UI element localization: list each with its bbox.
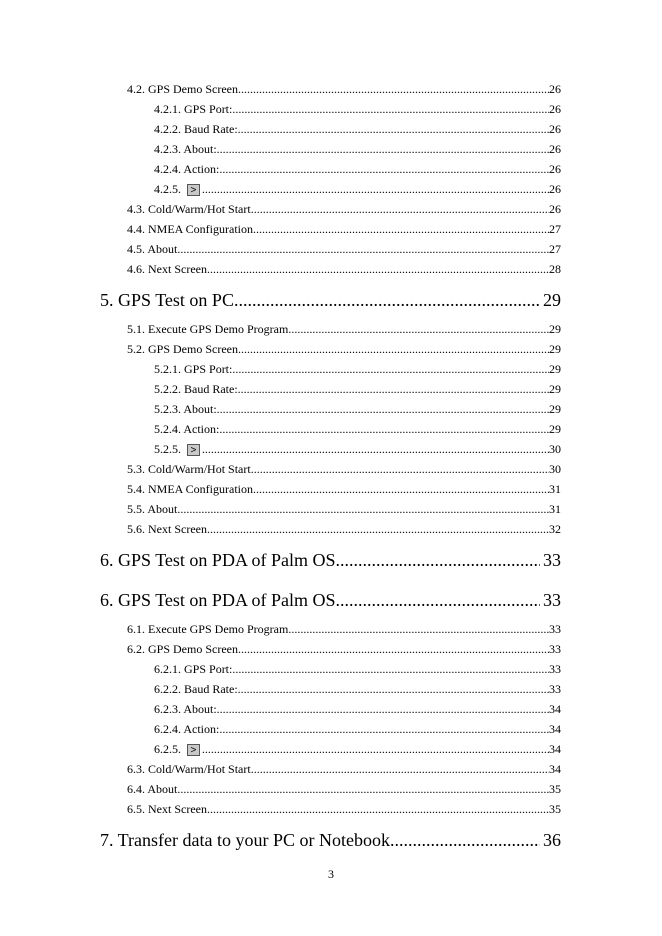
toc-entry-page: 34 [549,742,561,756]
toc-entry-page: 26 [549,202,561,216]
toc-entry-page: 29 [549,342,561,356]
toc-entry-title: 4.5. About [127,242,178,256]
toc-entry-title: 4.3. Cold/Warm/Hot Start [127,202,251,216]
toc-chapter-page: 33 [543,550,561,570]
leader-dots [217,702,549,717]
toc-entry-title: 4.2. GPS Demo Screen [127,82,238,96]
toc-entry-title: 6.1. Execute GPS Demo Program [127,622,289,636]
toc-entry-page: 30 [549,442,561,456]
toc-entry-4-2-2[interactable] [154,122,561,138]
leader-dots [251,462,549,477]
toc-entry-page: 35 [549,782,561,796]
toc-entry-title: 5.3. Cold/Warm/Hot Start [127,462,251,476]
toc-entry-5-1[interactable] [127,322,561,338]
toc-entry-title: 6.2.3. About: [154,702,217,716]
toc-entry-5-2[interactable] [127,342,561,358]
toc-entry-page: 30 [549,462,561,476]
toc-entry-title: 4.2.2. Baud Rate: [154,122,238,136]
toc-entry-page: 26 [549,182,561,196]
leader-dots [177,782,549,797]
leader-dots [207,522,549,537]
leader-dots [217,142,549,157]
leader-dots [232,662,549,677]
leader-dots [335,550,540,571]
toc-entry-page: 26 [549,122,561,136]
toc-entry-page: 26 [549,82,561,96]
leader-dots [202,742,549,757]
toc-entry-title: 4.2.4. Action: [154,162,220,176]
toc-entry-page: 33 [549,642,561,656]
toc-entry-4-4[interactable] [127,222,561,238]
toc-entry-page: 33 [549,662,561,676]
toc-entry-page: 29 [549,422,561,436]
toc-entry-page: 26 [549,102,561,116]
leader-dots [177,502,549,517]
leader-dots [202,182,549,197]
toc-entry-6-1[interactable] [127,622,561,638]
toc-entry-page: 35 [549,802,561,816]
toc-entry-6-2-1[interactable] [154,662,561,678]
toc-entry-title: 4.4. NMEA Configuration [127,222,253,236]
toc-entry-title: 6.2. GPS Demo Screen [127,642,238,656]
toc-entry-page: 26 [549,142,561,156]
leader-dots [238,82,549,97]
leader-dots [238,342,549,357]
toc-entry-page: 29 [549,362,561,376]
toc-entry-4-2-5[interactable] [154,182,561,198]
leader-dots [238,122,549,137]
leader-dots [253,222,549,237]
toc-entry-6-2-3[interactable] [154,702,561,718]
toc-entry-title: 5.2.3. About: [154,402,217,416]
toc-entry-title: 5.1. Execute GPS Demo Program [127,322,289,336]
toc-chapter-7[interactable] [100,830,561,854]
leader-dots [177,242,549,257]
toc-entry-5-4[interactable] [127,482,561,498]
toc-entry-6-2[interactable] [127,642,561,658]
toc-entry-page: 34 [549,762,561,776]
toc-entry-page: 34 [549,702,561,716]
toc-entry-title: 5.2.2. Baud Rate: [154,382,238,396]
toc-entry-4-2-1[interactable] [154,102,561,118]
toc-entry-5-3[interactable] [127,462,561,478]
toc-entry-title: 6.2.2. Baud Rate: [154,682,238,696]
toc-entry-title: 5.2.4. Action: [154,422,220,436]
toc-entry-4-5[interactable] [127,242,561,258]
leader-dots [232,102,549,117]
toc-entry-6-3[interactable] [127,762,561,778]
toc-entry-4-2-3[interactable] [154,142,561,158]
leader-dots [219,722,549,737]
leader-dots [219,422,549,437]
toc-chapter-6-repeat[interactable] [100,590,561,614]
toc-chapter-6[interactable] [100,550,561,574]
next-button-icon: > [187,444,200,456]
toc-entry-4-2-4[interactable] [154,162,561,178]
toc-entry-title: 5.2.1. GPS Port: [154,362,233,376]
toc-entry-page: 29 [549,322,561,336]
toc-entry-title: 6.3. Cold/Warm/Hot Start [127,762,251,776]
toc-entry-page: 32 [549,522,561,536]
leader-dots [335,590,540,611]
toc-entry-5-2-1[interactable] [154,362,561,378]
toc-chapter-title: 6. GPS Test on PDA of Palm OS [100,590,336,610]
toc-entry-page: 27 [549,222,561,236]
toc-chapter-title: 7. Transfer data to your PC or Notebook [100,830,390,850]
toc-chapter-title: 6. GPS Test on PDA of Palm OS [100,550,336,570]
leader-dots [238,682,549,697]
toc-entry-page: 28 [549,262,561,276]
toc-chapter-page: 29 [543,290,561,310]
leader-dots [207,802,549,817]
toc-chapter-page: 36 [543,830,561,850]
toc-entry-title: 6.2.5. [154,742,181,756]
toc-entry-title: 5.5. About [127,502,178,516]
toc-entry-page: 34 [549,722,561,736]
toc-entry-4-2[interactable] [127,82,561,98]
next-button-icon: > [187,744,200,756]
toc-entry-4-6[interactable] [127,262,561,278]
leader-dots [251,762,549,777]
leader-dots [238,642,549,657]
toc-entry-5-5[interactable] [127,502,561,518]
toc-entry-title: 6.2.4. Action: [154,722,220,736]
toc-entry-5-2-3[interactable] [154,402,561,418]
next-button-icon: > [187,184,200,196]
toc-entry-4-3[interactable] [127,202,561,218]
leader-dots [219,162,549,177]
leader-dots [234,290,540,311]
toc-entry-page: 31 [549,482,561,496]
toc-entry-page: 27 [549,242,561,256]
leader-dots [217,402,549,417]
toc-entry-page: 29 [549,382,561,396]
toc-entry-6-5[interactable] [127,802,561,818]
toc-entry-page: 33 [549,682,561,696]
toc-entry-title: 6.2.1. GPS Port: [154,662,233,676]
toc-entry-title: 5.2. GPS Demo Screen [127,342,238,356]
toc-entry-title: 6.5. Next Screen [127,802,207,816]
toc-entry-6-2-4[interactable] [154,722,561,738]
toc-entry-6-4[interactable] [127,782,561,798]
toc-entry-title: 4.6. Next Screen [127,262,207,276]
toc-entry-title: 4.2.1. GPS Port: [154,102,233,116]
leader-dots [390,830,540,851]
toc-entry-title: 4.2.5. [154,182,181,196]
toc-entry-5-2-4[interactable] [154,422,561,438]
leader-dots [232,362,549,377]
toc-chapter-title: 5. GPS Test on PC [100,290,234,310]
leader-dots [238,382,549,397]
toc-entry-title: 5.6. Next Screen [127,522,207,536]
toc-entry-6-2-2[interactable] [154,682,561,698]
toc-entry-page: 33 [549,622,561,636]
toc-chapter-5[interactable] [100,290,561,314]
leader-dots [251,202,549,217]
leader-dots [253,482,549,497]
toc-entry-5-2-5[interactable] [154,442,561,458]
toc-entry-6-2-5[interactable] [154,742,561,758]
page-number: 3 [328,867,334,881]
toc-entry-title: 4.2.3. About: [154,142,217,156]
toc-entry-title: 5.2.5. [154,442,181,456]
toc-chapter-page: 33 [543,590,561,610]
toc-entry-title: 6.4. About [127,782,178,796]
leader-dots [207,262,549,277]
leader-dots [288,622,549,637]
toc-entry-5-2-2[interactable] [154,382,561,398]
toc-entry-page: 29 [549,402,561,416]
leader-dots [202,442,549,457]
toc-entry-page: 26 [549,162,561,176]
leader-dots [288,322,549,337]
toc-entry-title: 5.4. NMEA Configuration [127,482,253,496]
toc-entry-page: 31 [549,502,561,516]
toc-entry-5-6[interactable] [127,522,561,538]
